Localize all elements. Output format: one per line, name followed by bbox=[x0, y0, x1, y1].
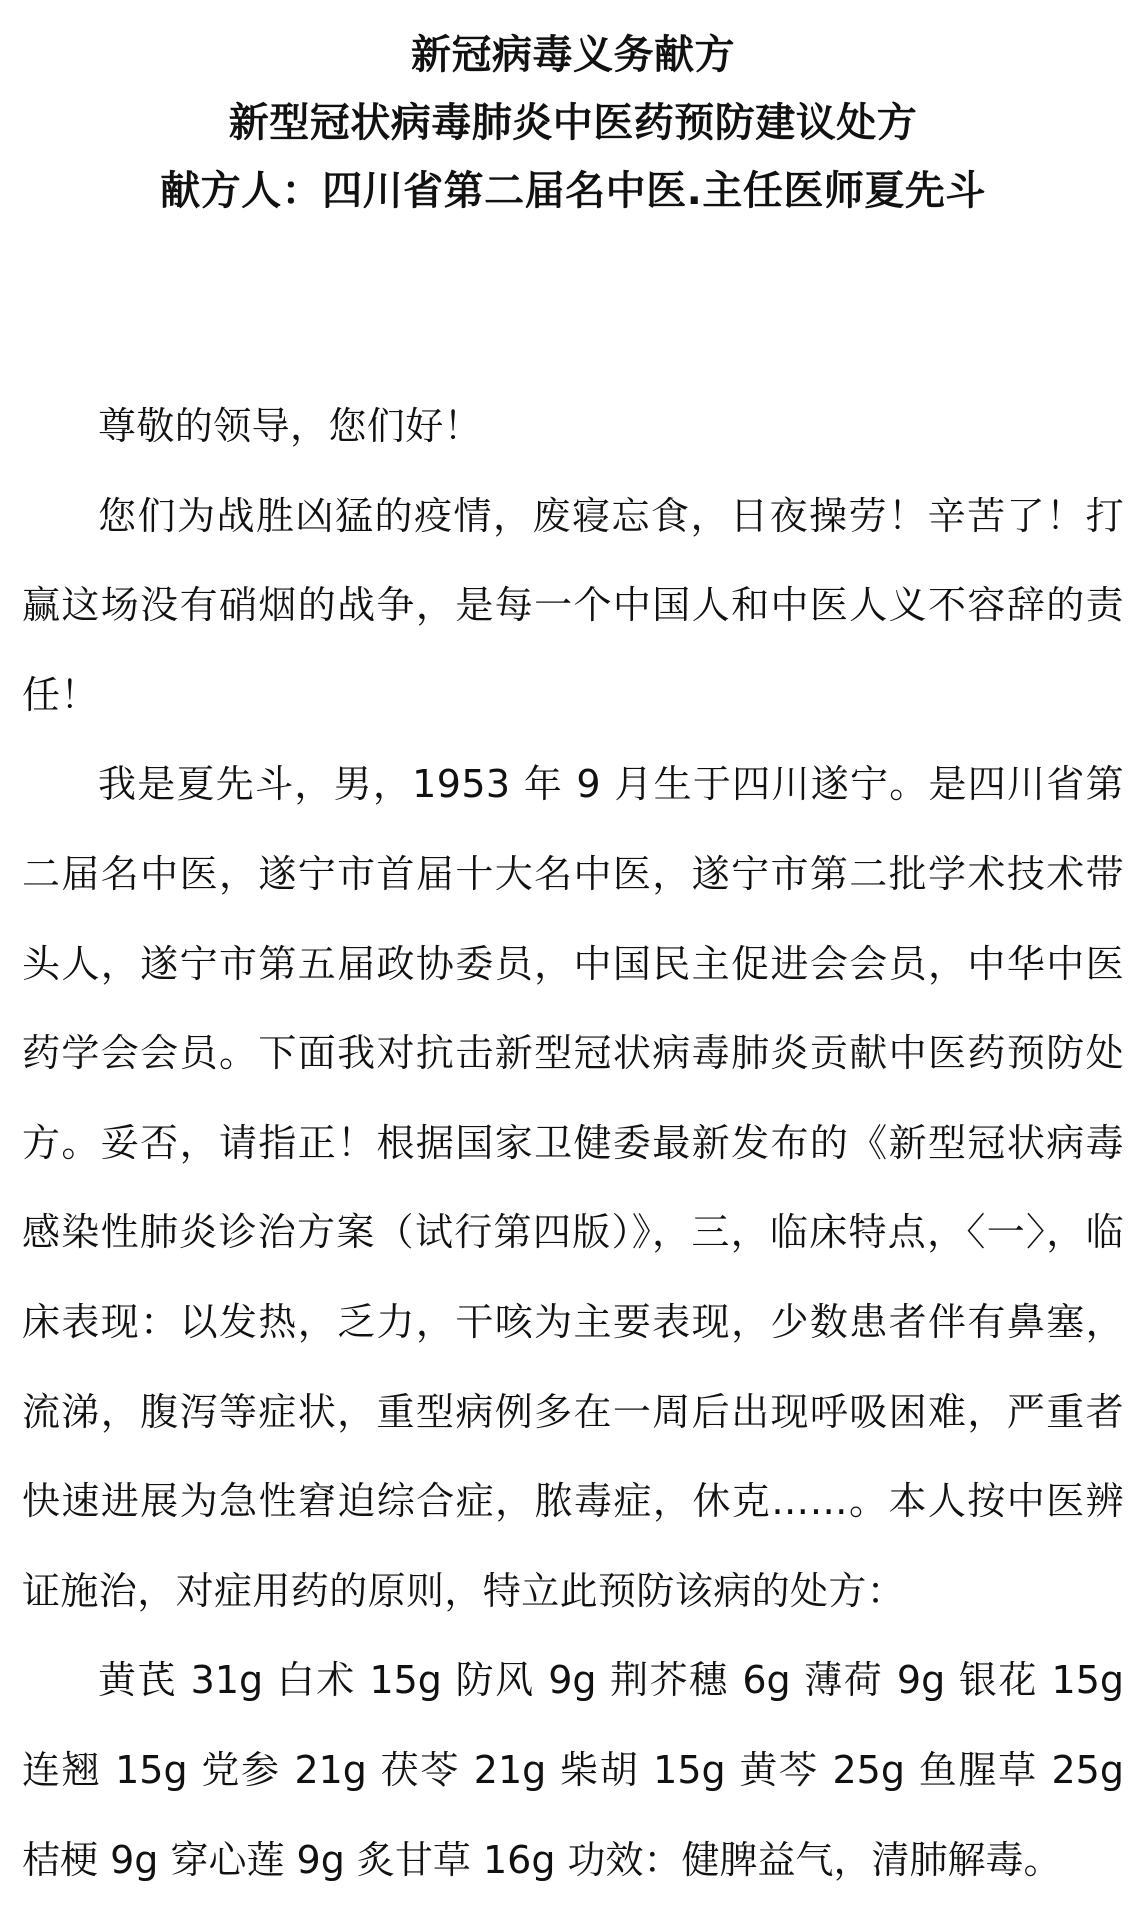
prescription-paragraph: 黄芪 31g 白术 15g 防风 9g 荆芥穗 6g 薄荷 9g 银花 15g 连翘 15g 党参 21g 茯苓 21g 柴胡 15g 黄芩 25g 鱼腥草 25g 桔梗 9g 穿心莲 9g 炙甘草 16g 功效：健脾益气，清肺解毒。 bbox=[22, 1658, 1124, 1882]
introduction-paragraph: 我是夏先斗，男，1953 年 9 月生于四川遂宁。是四川省第二届名中医，遂宁市首届十大名中医，遂宁市第二批学术技术带头人，遂宁市第五届政协委员，中国民主促进会会员，中华中医药学会会员。下面我对抗击新型冠状病毒肺炎贡献中医药预防处方。妥否，请指正！根据国家卫健委最新发布的《新型冠状病毒感染性肺炎诊治方案（试行第四版）》，三，临床特点，〈一〉，临床表现：以发热，乏力，干咳为主要表现，少数患者伴有鼻塞，流涕，腹泻等症状，重型病例多在一周后出现呼吸困难，严重者快速进展为急性窘迫综合症，脓毒症，休克……。本人按中医辨证施治，对症用药的原则，特立此预防该病的处方： bbox=[22, 762, 1124, 1613]
document-body bbox=[22, 382, 1124, 1905]
appreciation-paragraph: 您们为战胜凶猛的疫情，废寝忘食，日夜操劳！辛苦了！打赢这场没有硝烟的战争，是每一个中国人和中医人义不容辞的责任！ bbox=[22, 493, 1124, 717]
document-subtitle: 新型冠状病毒肺炎中医药预防建议处方 bbox=[228, 100, 918, 146]
document-author-line: 献方人：四川省第二届名中医.主任医师夏先斗 bbox=[160, 168, 986, 214]
greeting-paragraph: 尊敬的领导，您们好！ bbox=[98, 404, 483, 448]
document-title: 新冠病毒义务献方 bbox=[411, 32, 735, 78]
document-header bbox=[0, 28, 1146, 232]
